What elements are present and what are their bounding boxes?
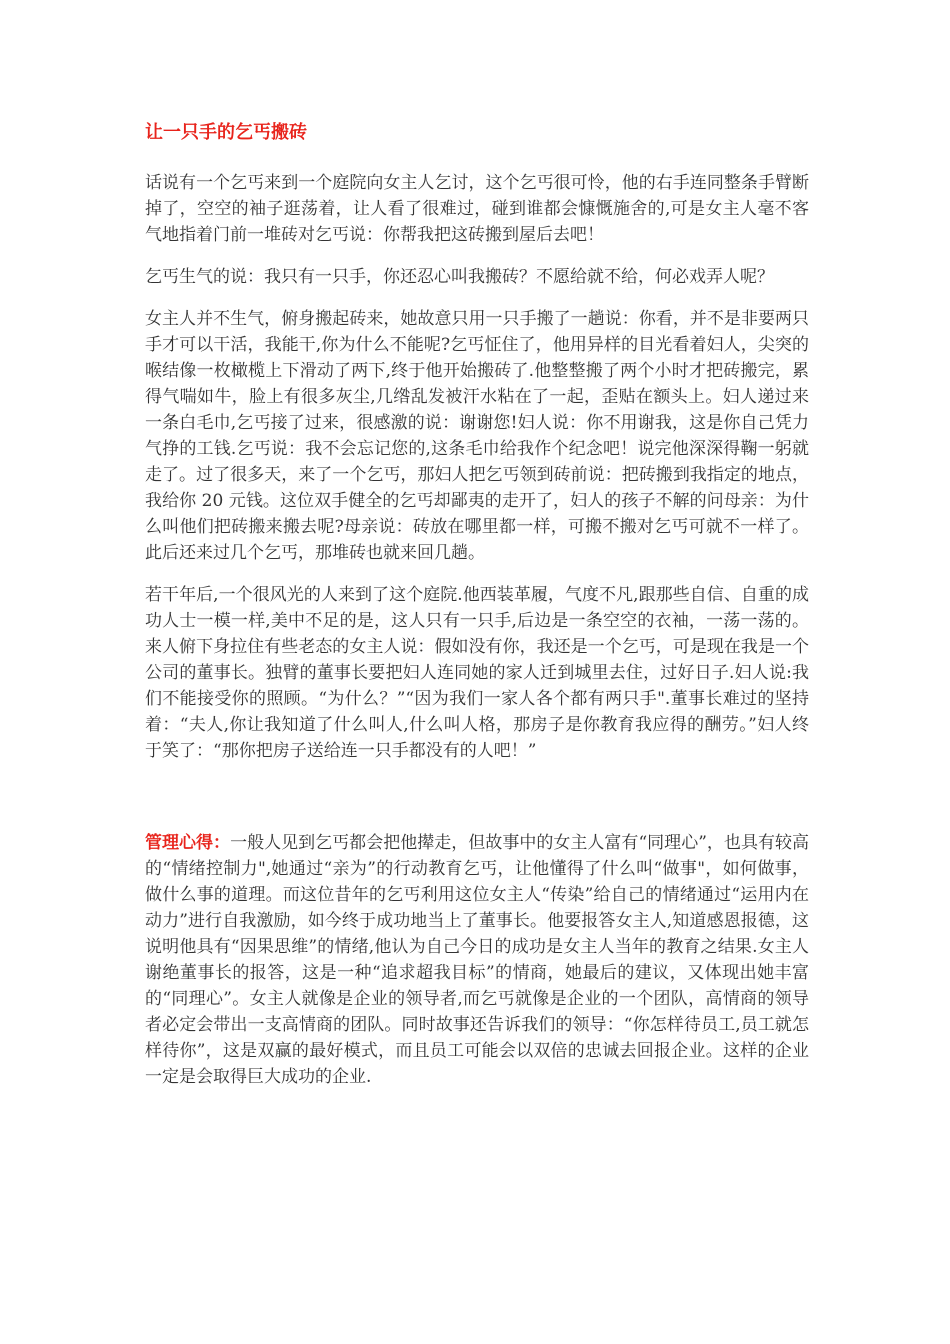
section-gap [145, 780, 809, 830]
paragraph-1: 话说有一个乞丐来到一个庭院向女主人乞讨，这个乞丐很可怜，他的右手连同整条手臂断掉了，空空的袖子逛荡着，让人看了很难过，碰到谁都会慷慨施舍的,可是女主人毫不客气地指着门前一堆砖对乞丐说：你帮我把这砖搬到屋后去吧！ [145, 173, 809, 245]
insight-text: 一般人见到乞丐都会把他撵走，但故事中的女主人富有“同理心”，也具有较高的“情绪控制力",她通过“亲为”的行动教育乞丐，让他懂得了什么叫“做事"，如何做事，做什么事的道理。而这位昔年的乞丐利用这位女主人“传染”给自己的情绪通过“运用内在动力”进行自我激励，如今终于成功地当上了董事长。他要报答女主人,知道感恩报德，这说明他具有“因果思维”的情绪,他认为自己今日的成功是女主人当年的教育之结果.女主人谢绝董事长的报答，这是一种“追求超我目标”的情商，她最后的建议，又体现出她丰富的“同理心”。女主人就像是企业的领导者,而乞丐就像是企业的一个团队，高情商的领导者必定会带出一支高情商的团队。同时故事还告诉我们的领导：“你怎样待员工,员工就怎样待你”，这是双赢的最好模式，而且员工可能会以双倍的忠诚去回报企业。这样的企业一定是会取得巨大成功的企业. [145, 833, 809, 1087]
document-page [145, 120, 809, 1106]
paragraph-4: 若干年后,一个很风光的人来到了这个庭院.他西装革履，气度不凡,跟那些自信、自重的成功人士一模一样,美中不足的是，这人只有一只手,后边是一条空空的衣袖，一荡一荡的。来人俯下身拉住有些老态的女主人说：假如没有你，我还是一个乞丐，可是现在我是一个公司的董事长。独臂的董事长要把妇人连同她的家人迁到城里去住，过好日子.妇人说:我们不能接受你的照顾。“为什么？”“因为我们一家人各个都有两只手".董事长难过的坚持着：“夫人,你让我知道了什么叫人,什么叫人格，那房子是你教育我应得的酬劳。”妇人终于笑了：“那你把房子送给连一只手都没有的人吧！” [145, 585, 809, 761]
insight-paragraph [145, 830, 809, 1090]
paragraph-2: 乞丐生气的说：我只有一只手，你还忍心叫我搬砖？不愿给就不给，何必戏弄人呢？ [145, 267, 774, 287]
article-title: 让一只手的乞丐搬砖 [145, 122, 307, 143]
insight-label: 管理心得： [145, 833, 231, 853]
paragraph-3: 女主人并不生气，俯身搬起砖来，她故意只用一只手搬了一趟说：你看，并不是非要两只手才可以干活，我能干,你为什么不能呢?乞丐怔住了，他用异样的目光看着妇人，尖突的喉结像一枚橄榄上下滑动了两下,终于他开始搬砖了.他整整搬了两个小时才把砖搬完，累得气喘如牛，脸上有很多灰尘,几绺乱发被汗水粘在了一起，歪贴在额头上。妇人递过来一条白毛巾,乞丐接了过来，很感激的说：谢谢您!妇人说：你不用谢我，这是你自己凭力 气挣的工钱.乞丐说：我不会忘记您的,这条毛巾给我作个纪念吧！说完他深深得鞠一躬就走了。过了很多天，来了一个乞丐，那妇人把乞丐领到砖前说：把砖搬到我指定的地点，我给你 20 元钱。这位双手健全的乞丐却鄙夷的走开了，妇人的孩子不解的问母亲：为什么叫他们把砖搬来搬去呢?母亲说：砖放在哪里都一样，可搬不搬对乞丐可就不一样了。此后还来过几个乞丐，那堆砖也就来回几趟。 [145, 309, 809, 563]
